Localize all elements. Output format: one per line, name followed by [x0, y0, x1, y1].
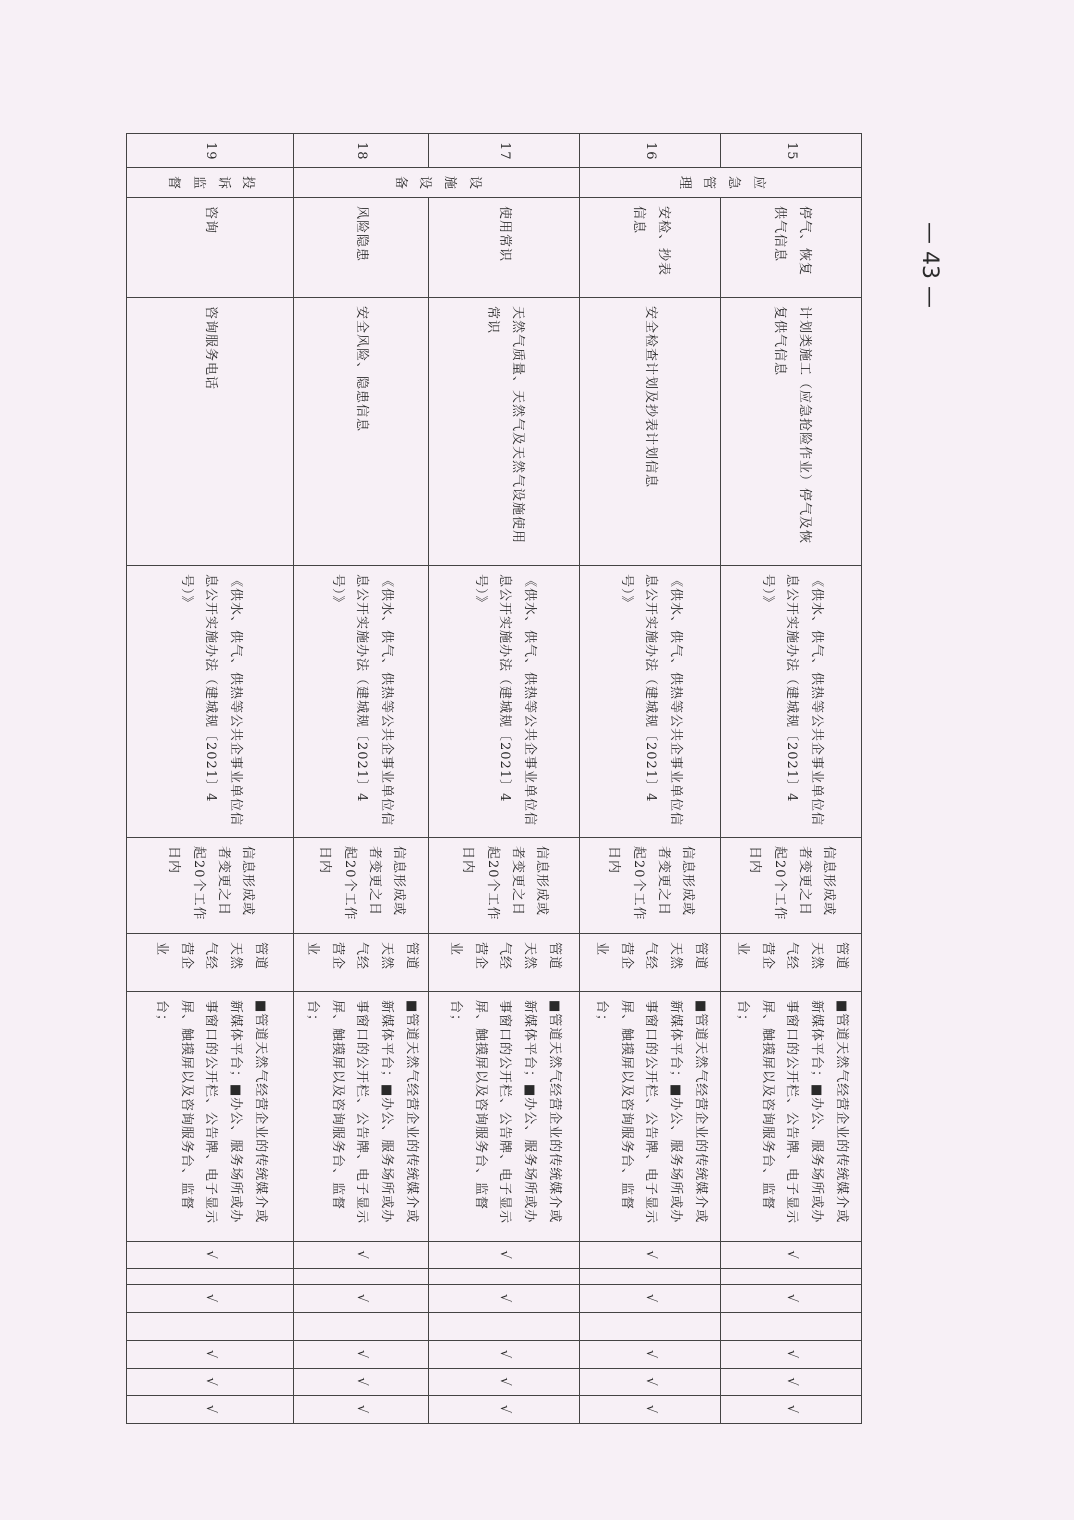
- row-number: 18: [294, 134, 429, 168]
- row-number: 17: [429, 134, 580, 168]
- check-mark: √: [580, 1285, 721, 1313]
- check-mark: √: [127, 1396, 294, 1424]
- check-mark: √: [429, 1242, 580, 1269]
- check-mark: √: [721, 1285, 862, 1313]
- check-mark: √: [127, 1341, 294, 1369]
- check-mark: √: [429, 1341, 580, 1369]
- subcategory-cell: 停气、恢复供气信息: [721, 198, 862, 298]
- check-mark: √: [294, 1396, 429, 1424]
- check-mark: √: [721, 1369, 862, 1396]
- empty-cell: [721, 1269, 862, 1285]
- disclosure-table: [126, 133, 862, 1424]
- deadline-cell: 信息形成或者变更之日起20个工作日内: [127, 838, 294, 934]
- channel-cell: ■管道天然气经营企业的传统媒介或新媒体平台；■办公、服务场所或办事窗口的公开栏、公告牌、电子显示屏、触摸屏以及咨询服务台、监督台；: [294, 992, 429, 1242]
- channel-cell: ■管道天然气经营企业的传统媒介或新媒体平台；■办公、服务场所或办事窗口的公开栏、公告牌、电子显示屏、触摸屏以及咨询服务台、监督台；: [127, 992, 294, 1242]
- check-mark: √: [127, 1369, 294, 1396]
- check-mark: √: [294, 1285, 429, 1313]
- deadline-cell: 信息形成或者变更之日起20个工作日内: [721, 838, 862, 934]
- subcategory-cell: 使用常识: [429, 198, 580, 298]
- subcategory-cell: 咨询: [127, 198, 294, 298]
- subject-cell: 管道天然气经营企业: [580, 934, 721, 992]
- check-mark: √: [127, 1285, 294, 1313]
- basis-cell: 《供水、供气、供热等公共企事业单位信息公开实施办法（建城规〔2021〕4号）》: [580, 566, 721, 838]
- check-mark: √: [429, 1396, 580, 1424]
- empty-cell: [429, 1313, 580, 1341]
- basis-cell: 《供水、供气、供热等公共企事业单位信息公开实施办法（建城规〔2021〕4号）》: [429, 566, 580, 838]
- check-mark: √: [721, 1341, 862, 1369]
- check-mark: √: [580, 1396, 721, 1424]
- empty-cell: [127, 1313, 294, 1341]
- row-number: 16: [580, 134, 721, 168]
- content-cell: 安全检查计划及抄表计划信息: [580, 298, 721, 566]
- content-cell: 咨询服务电话: [127, 298, 294, 566]
- check-mark: √: [127, 1242, 294, 1269]
- content-cell: 安全风险、隐患信息: [294, 298, 429, 566]
- table-row: [580, 134, 721, 1424]
- check-mark: √: [580, 1369, 721, 1396]
- row-number: 19: [127, 134, 294, 168]
- channel-cell: ■管道天然气经营企业的传统媒介或新媒体平台；■办公、服务场所或办事窗口的公开栏、公告牌、电子显示屏、触摸屏以及咨询服务台、监督台；: [580, 992, 721, 1242]
- page-number-wrapper: [900, 205, 960, 325]
- subject-cell: 管道天然气经营企业: [294, 934, 429, 992]
- subject-cell: 管道天然气经营企业: [721, 934, 862, 992]
- category-cell: 应急管理: [580, 168, 862, 198]
- deadline-cell: 信息形成或者变更之日起20个工作日内: [429, 838, 580, 934]
- table-row: [294, 134, 429, 1424]
- check-mark: √: [429, 1369, 580, 1396]
- deadline-cell: 信息形成或者变更之日起20个工作日内: [294, 838, 429, 934]
- table-row: [721, 134, 862, 1424]
- page-number: — 43 —: [917, 222, 943, 308]
- check-mark: √: [294, 1341, 429, 1369]
- channel-cell: ■管道天然气经营企业的传统媒介或新媒体平台；■办公、服务场所或办事窗口的公开栏、公告牌、电子显示屏、触摸屏以及咨询服务台、监督台；: [721, 992, 862, 1242]
- subcategory-cell: 安检、抄表信息: [580, 198, 721, 298]
- check-mark: √: [721, 1396, 862, 1424]
- basis-cell: 《供水、供气、供热等公共企事业单位信息公开实施办法（建城规〔2021〕4号）》: [127, 566, 294, 838]
- empty-cell: [580, 1313, 721, 1341]
- check-mark: √: [294, 1369, 429, 1396]
- empty-cell: [580, 1269, 721, 1285]
- subject-cell: 管道天然气经营企业: [127, 934, 294, 992]
- subject-cell: 管道天然气经营企业: [429, 934, 580, 992]
- empty-cell: [294, 1313, 429, 1341]
- content-cell: 天然气质量、天然气及天然气设施使用常识: [429, 298, 580, 566]
- empty-cell: [127, 1269, 294, 1285]
- empty-cell: [294, 1269, 429, 1285]
- check-mark: √: [429, 1285, 580, 1313]
- rotated-table-wrapper: [127, 133, 862, 1415]
- empty-cell: [721, 1313, 862, 1341]
- check-mark: √: [580, 1341, 721, 1369]
- check-mark: √: [580, 1242, 721, 1269]
- category-cell: 设施设备: [294, 168, 580, 198]
- row-number: 15: [721, 134, 862, 168]
- table-row: [429, 134, 580, 1424]
- channel-cell: ■管道天然气经营企业的传统媒介或新媒体平台；■办公、服务场所或办事窗口的公开栏、公告牌、电子显示屏、触摸屏以及咨询服务台、监督台；: [429, 992, 580, 1242]
- check-mark: √: [294, 1242, 429, 1269]
- empty-cell: [429, 1269, 580, 1285]
- basis-cell: 《供水、供气、供热等公共企事业单位信息公开实施办法（建城规〔2021〕4号）》: [721, 566, 862, 838]
- content-cell: 计划类施工（应急抢险作业）停气及恢复供气信息: [721, 298, 862, 566]
- deadline-cell: 信息形成或者变更之日起20个工作日内: [580, 838, 721, 934]
- category-cell: 投诉监督: [127, 168, 294, 198]
- basis-cell: 《供水、供气、供热等公共企事业单位信息公开实施办法（建城规〔2021〕4号）》: [294, 566, 429, 838]
- check-mark: √: [721, 1242, 862, 1269]
- table-row: [127, 134, 294, 1424]
- subcategory-cell: 风险隐患: [294, 198, 429, 298]
